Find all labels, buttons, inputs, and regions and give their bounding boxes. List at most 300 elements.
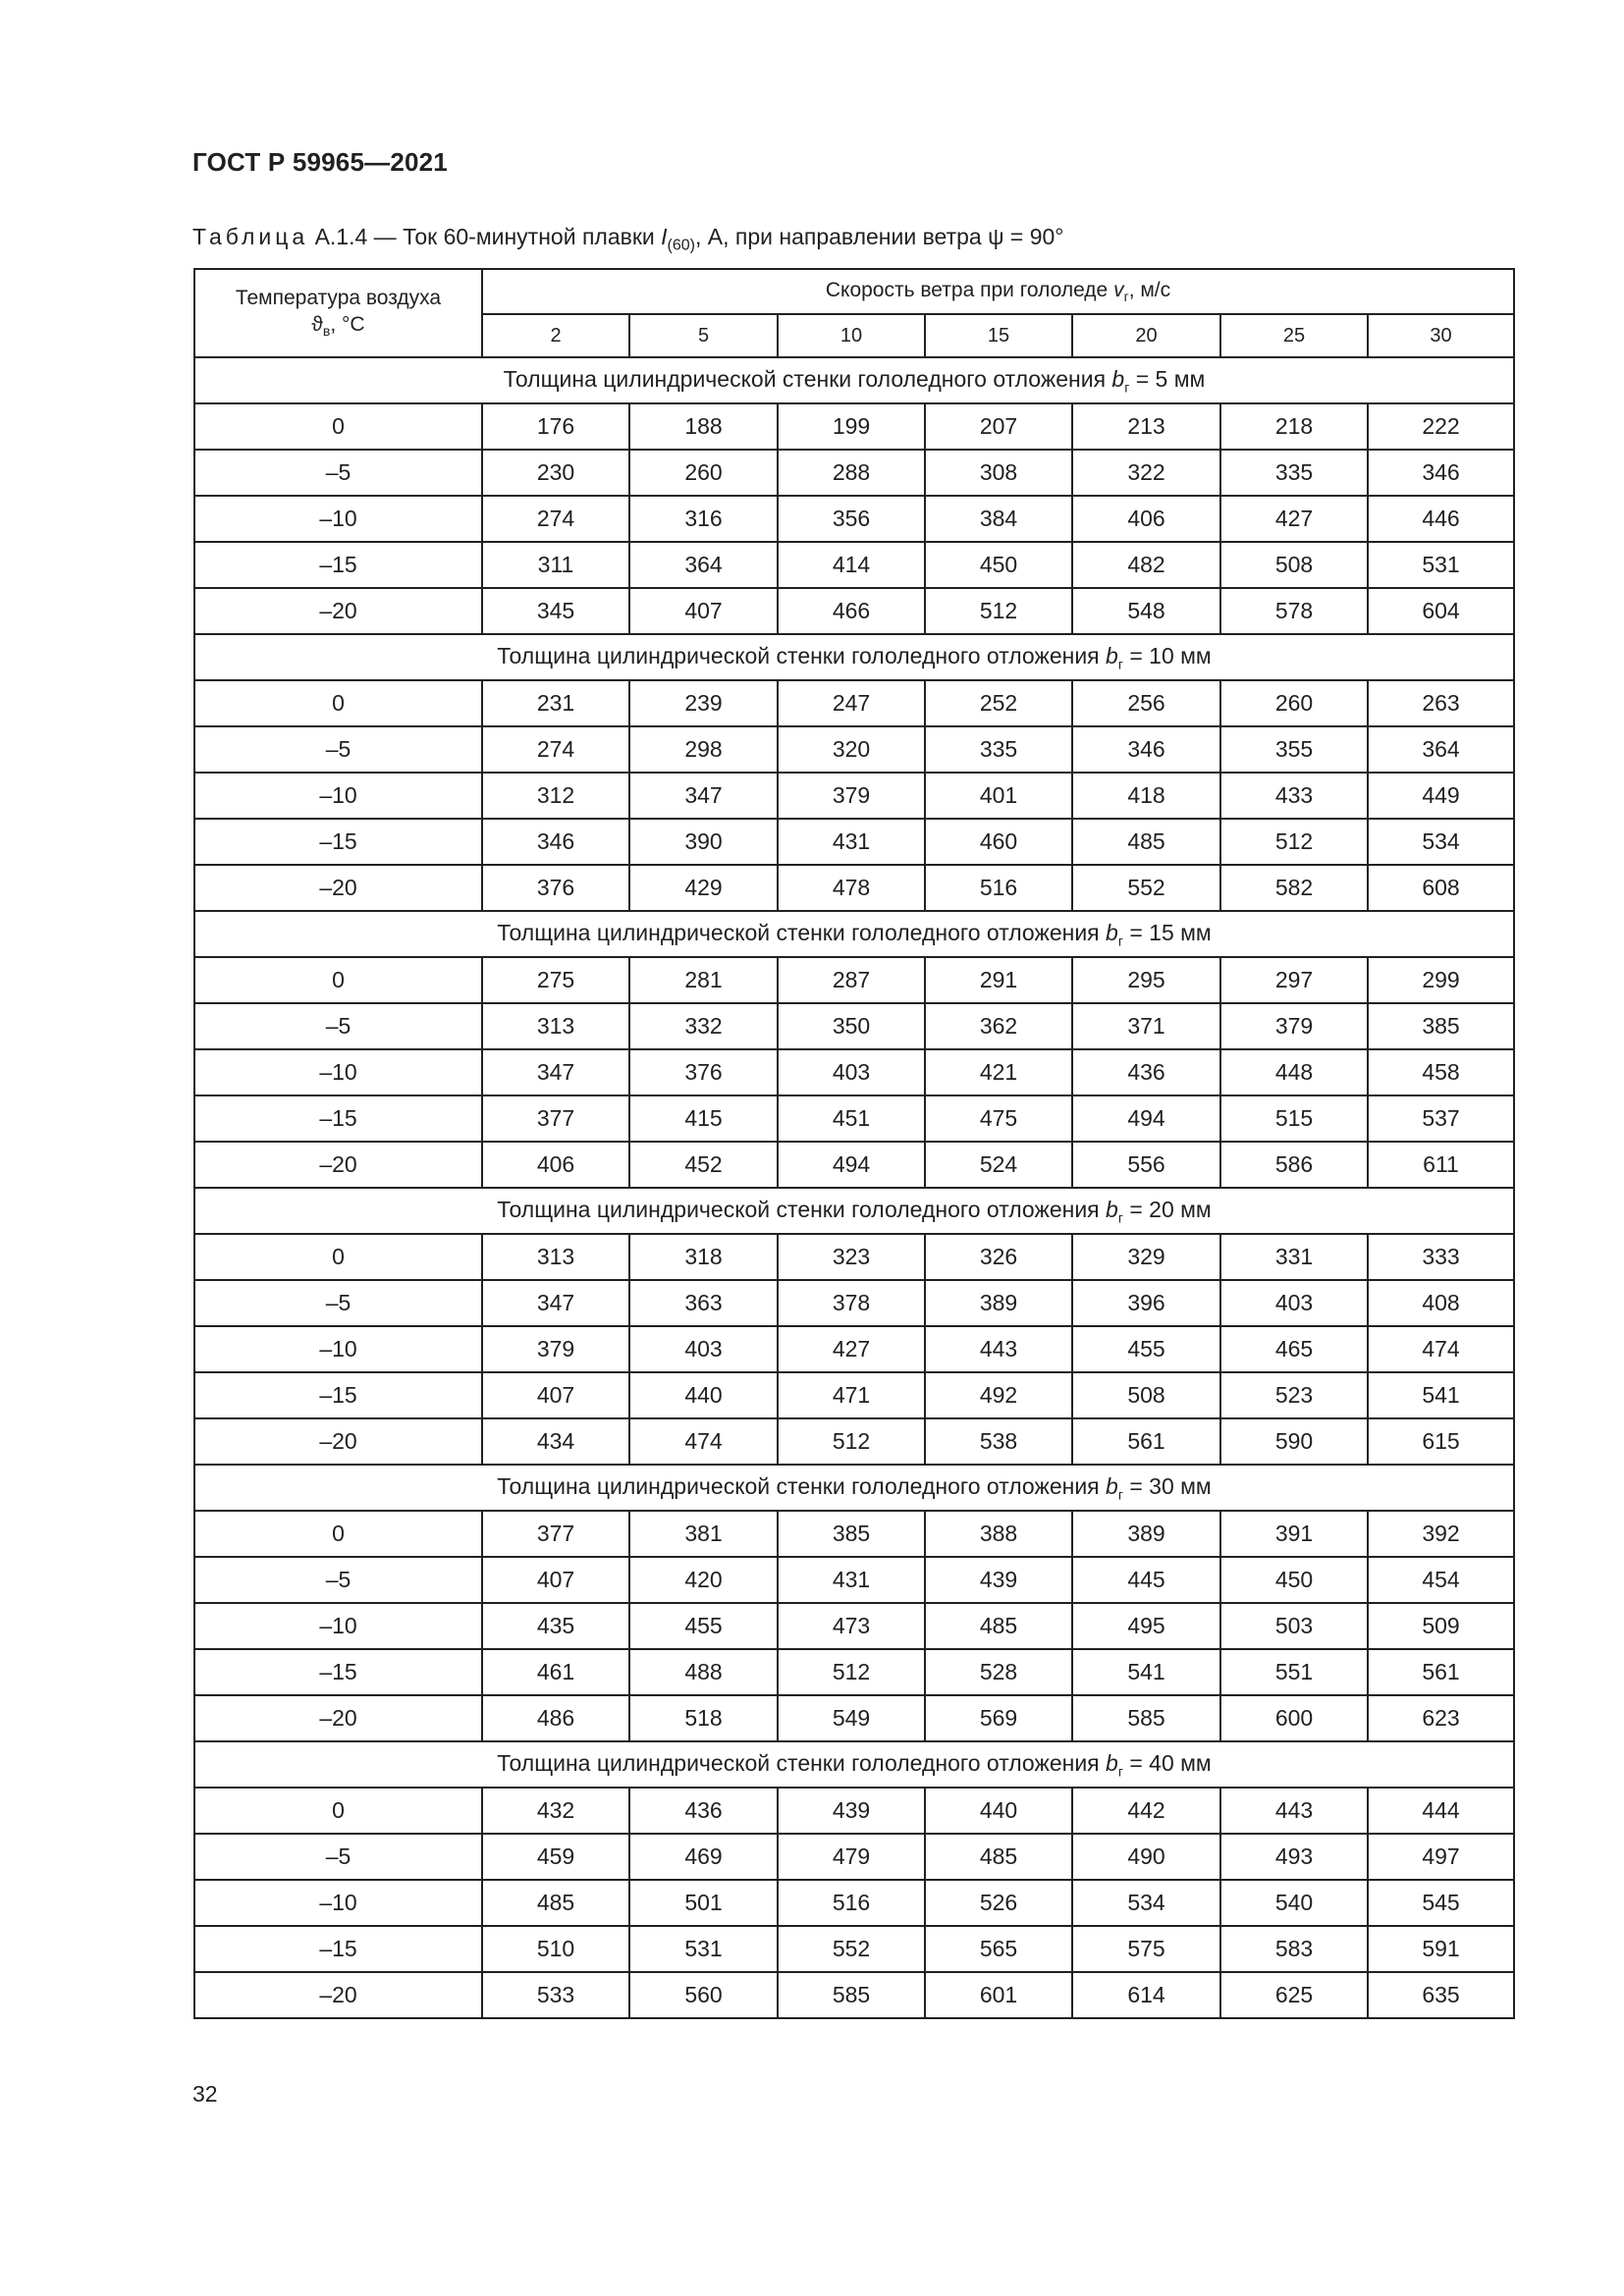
current-value-cell: 455 bbox=[1072, 1326, 1220, 1372]
current-value-cell: 329 bbox=[1072, 1234, 1220, 1280]
current-value-cell: 401 bbox=[925, 773, 1072, 819]
temperature-cell: –15 bbox=[194, 1649, 482, 1695]
table-row bbox=[194, 1326, 1514, 1372]
current-value-cell: 548 bbox=[1072, 588, 1220, 634]
section-title bbox=[194, 1188, 1514, 1234]
section-title-variable: b bbox=[1106, 919, 1118, 945]
current-value-cell: 590 bbox=[1220, 1418, 1368, 1465]
section-title-variable: b bbox=[1106, 1472, 1118, 1499]
current-value-cell: 442 bbox=[1072, 1788, 1220, 1834]
current-value-cell: 346 bbox=[482, 819, 629, 865]
current-value-cell: 350 bbox=[778, 1003, 925, 1049]
wind-speed-subscript: г bbox=[1123, 289, 1129, 305]
current-value-cell: 561 bbox=[1368, 1649, 1514, 1695]
current-value-cell: 560 bbox=[629, 1972, 778, 2018]
current-value-cell: 376 bbox=[482, 865, 629, 911]
temperature-cell: –20 bbox=[194, 865, 482, 911]
current-value-cell: 247 bbox=[778, 680, 925, 726]
current-value-cell: 604 bbox=[1368, 588, 1514, 634]
current-value-cell: 385 bbox=[778, 1511, 925, 1557]
current-value-cell: 260 bbox=[1220, 680, 1368, 726]
current-value-cell: 443 bbox=[925, 1326, 1072, 1372]
current-value-cell: 510 bbox=[482, 1926, 629, 1972]
temperature-cell: –15 bbox=[194, 542, 482, 588]
current-value-cell: 231 bbox=[482, 680, 629, 726]
current-value-cell: 565 bbox=[925, 1926, 1072, 1972]
section-header-row bbox=[194, 1741, 1514, 1788]
current-value-cell: 538 bbox=[925, 1418, 1072, 1465]
section-header-row bbox=[194, 1465, 1514, 1511]
table-row bbox=[194, 1095, 1514, 1142]
current-value-cell: 443 bbox=[1220, 1788, 1368, 1834]
current-value-cell: 561 bbox=[1072, 1418, 1220, 1465]
current-value-cell: 608 bbox=[1368, 865, 1514, 911]
section-header-row bbox=[194, 634, 1514, 680]
current-value-cell: 418 bbox=[1072, 773, 1220, 819]
table-row bbox=[194, 1603, 1514, 1649]
current-value-cell: 323 bbox=[778, 1234, 925, 1280]
current-value-cell: 390 bbox=[629, 819, 778, 865]
current-value-cell: 540 bbox=[1220, 1880, 1368, 1926]
current-value-cell: 275 bbox=[482, 957, 629, 1003]
section-title bbox=[194, 911, 1514, 957]
current-value-cell: 431 bbox=[778, 819, 925, 865]
current-value-cell: 403 bbox=[1220, 1280, 1368, 1326]
current-value-cell: 614 bbox=[1072, 1972, 1220, 2018]
current-value-cell: 445 bbox=[1072, 1557, 1220, 1603]
current-value-cell: 432 bbox=[482, 1788, 629, 1834]
current-value-cell: 433 bbox=[1220, 773, 1368, 819]
current-value-cell: 455 bbox=[629, 1603, 778, 1649]
current-value-cell: 295 bbox=[1072, 957, 1220, 1003]
current-value-cell: 377 bbox=[482, 1095, 629, 1142]
current-value-cell: 471 bbox=[778, 1372, 925, 1418]
current-value-cell: 379 bbox=[482, 1326, 629, 1372]
current-value-cell: 188 bbox=[629, 403, 778, 450]
current-value-cell: 523 bbox=[1220, 1372, 1368, 1418]
temperature-cell: –10 bbox=[194, 1603, 482, 1649]
current-value-cell: 356 bbox=[778, 496, 925, 542]
current-value-cell: 503 bbox=[1220, 1603, 1368, 1649]
current-value-cell: 429 bbox=[629, 865, 778, 911]
section-thickness: = 40 мм bbox=[1122, 1749, 1212, 1776]
current-value-cell: 218 bbox=[1220, 403, 1368, 450]
current-value-cell: 312 bbox=[482, 773, 629, 819]
section-thickness: = 10 мм bbox=[1122, 642, 1212, 668]
temperature-cell: 0 bbox=[194, 680, 482, 726]
wind-speed-header bbox=[482, 269, 1514, 314]
temperature-cell: –10 bbox=[194, 773, 482, 819]
table-row bbox=[194, 819, 1514, 865]
current-value-cell: 494 bbox=[778, 1142, 925, 1188]
temperature-cell: –15 bbox=[194, 1372, 482, 1418]
current-value-cell: 318 bbox=[629, 1234, 778, 1280]
current-value-cell: 440 bbox=[629, 1372, 778, 1418]
current-value-cell: 427 bbox=[778, 1326, 925, 1372]
current-value-cell: 230 bbox=[482, 450, 629, 496]
current-value-cell: 545 bbox=[1368, 1880, 1514, 1926]
table-row bbox=[194, 865, 1514, 911]
current-value-cell: 494 bbox=[1072, 1095, 1220, 1142]
current-value-cell: 347 bbox=[482, 1280, 629, 1326]
table-row bbox=[194, 773, 1514, 819]
table-row bbox=[194, 1418, 1514, 1465]
temperature-cell: –5 bbox=[194, 1280, 482, 1326]
current-value-cell: 408 bbox=[1368, 1280, 1514, 1326]
current-value-cell: 478 bbox=[778, 865, 925, 911]
current-value-cell: 551 bbox=[1220, 1649, 1368, 1695]
current-value-cell: 515 bbox=[1220, 1095, 1368, 1142]
current-value-cell: 427 bbox=[1220, 496, 1368, 542]
current-value-cell: 459 bbox=[482, 1834, 629, 1880]
temperature-cell: –10 bbox=[194, 496, 482, 542]
current-value-cell: 516 bbox=[778, 1880, 925, 1926]
current-value-cell: 335 bbox=[925, 726, 1072, 773]
current-value-cell: 222 bbox=[1368, 403, 1514, 450]
current-value-cell: 585 bbox=[1072, 1695, 1220, 1741]
current-value-cell: 326 bbox=[925, 1234, 1072, 1280]
current-value-cell: 474 bbox=[629, 1418, 778, 1465]
current-value-cell: 552 bbox=[778, 1926, 925, 1972]
temperature-cell: –15 bbox=[194, 819, 482, 865]
current-value-cell: 436 bbox=[629, 1788, 778, 1834]
table-row bbox=[194, 496, 1514, 542]
current-value-cell: 407 bbox=[482, 1372, 629, 1418]
current-value-cell: 345 bbox=[482, 588, 629, 634]
current-value-cell: 431 bbox=[778, 1557, 925, 1603]
page-number: 32 bbox=[192, 2081, 218, 2107]
section-title-variable: b bbox=[1106, 1196, 1118, 1222]
temperature-header-unit: , °С bbox=[330, 313, 365, 337]
current-value-cell: 625 bbox=[1220, 1972, 1368, 2018]
current-value-cell: 415 bbox=[629, 1095, 778, 1142]
current-value-cell: 396 bbox=[1072, 1280, 1220, 1326]
current-value-cell: 446 bbox=[1368, 496, 1514, 542]
section-title-variable: b bbox=[1111, 365, 1125, 392]
current-value-cell: 485 bbox=[925, 1603, 1072, 1649]
table-row bbox=[194, 957, 1514, 1003]
temperature-cell: 0 bbox=[194, 957, 482, 1003]
table-row bbox=[194, 1788, 1514, 1834]
current-value-cell: 454 bbox=[1368, 1557, 1514, 1603]
current-value-cell: 450 bbox=[925, 542, 1072, 588]
current-value-cell: 473 bbox=[778, 1603, 925, 1649]
current-value-cell: 512 bbox=[925, 588, 1072, 634]
wind-speed-variable: v bbox=[1113, 278, 1124, 301]
current-value-cell: 528 bbox=[925, 1649, 1072, 1695]
current-value-cell: 436 bbox=[1072, 1049, 1220, 1095]
current-value-cell: 176 bbox=[482, 403, 629, 450]
current-value-cell: 406 bbox=[1072, 496, 1220, 542]
current-value-cell: 364 bbox=[629, 542, 778, 588]
caption-subscript: (60) bbox=[667, 237, 695, 254]
current-value-cell: 512 bbox=[778, 1418, 925, 1465]
current-value-cell: 518 bbox=[629, 1695, 778, 1741]
section-title-variable: b bbox=[1106, 1749, 1118, 1776]
current-value-cell: 601 bbox=[925, 1972, 1072, 2018]
current-value-cell: 556 bbox=[1072, 1142, 1220, 1188]
temperature-cell: –20 bbox=[194, 1142, 482, 1188]
current-value-cell: 407 bbox=[482, 1557, 629, 1603]
table-row bbox=[194, 1142, 1514, 1188]
table-row bbox=[194, 1049, 1514, 1095]
current-value-cell: 274 bbox=[482, 496, 629, 542]
table-row bbox=[194, 1003, 1514, 1049]
current-value-cell: 512 bbox=[1220, 819, 1368, 865]
current-value-cell: 583 bbox=[1220, 1926, 1368, 1972]
wind-speed-column-header: 15 bbox=[925, 314, 1072, 357]
section-title bbox=[194, 1465, 1514, 1511]
current-value-cell: 263 bbox=[1368, 680, 1514, 726]
current-value-cell: 346 bbox=[1368, 450, 1514, 496]
current-value-cell: 207 bbox=[925, 403, 1072, 450]
current-value-cell: 389 bbox=[925, 1280, 1072, 1326]
section-title-subscript: г bbox=[1117, 1486, 1123, 1503]
current-value-cell: 541 bbox=[1368, 1372, 1514, 1418]
current-value-cell: 371 bbox=[1072, 1003, 1220, 1049]
temperature-cell: 0 bbox=[194, 1511, 482, 1557]
current-value-cell: 541 bbox=[1072, 1649, 1220, 1695]
current-value-cell: 378 bbox=[778, 1280, 925, 1326]
section-title-text: Толщина цилиндрической стенки гололедного отложения bbox=[497, 919, 1107, 945]
section-title-subscript: г bbox=[1124, 379, 1130, 396]
current-value-cell: 288 bbox=[778, 450, 925, 496]
current-value-cell: 615 bbox=[1368, 1418, 1514, 1465]
current-value-cell: 458 bbox=[1368, 1049, 1514, 1095]
table-row bbox=[194, 403, 1514, 450]
current-value-cell: 531 bbox=[629, 1926, 778, 1972]
temperature-cell: –10 bbox=[194, 1049, 482, 1095]
caption-text-b: , А, при направлении ветра ψ = 90° bbox=[694, 224, 1064, 249]
current-value-cell: 297 bbox=[1220, 957, 1368, 1003]
current-value-cell: 509 bbox=[1368, 1603, 1514, 1649]
current-value-cell: 392 bbox=[1368, 1511, 1514, 1557]
section-title-text: Толщина цилиндрической стенки гололедного отложения bbox=[503, 365, 1112, 392]
current-value-cell: 497 bbox=[1368, 1834, 1514, 1880]
current-value-cell: 493 bbox=[1220, 1834, 1368, 1880]
section-title-subscript: г bbox=[1117, 933, 1123, 949]
wind-speed-column-header: 20 bbox=[1072, 314, 1220, 357]
section-thickness: = 20 мм bbox=[1122, 1196, 1212, 1222]
table-row bbox=[194, 680, 1514, 726]
current-value-cell: 335 bbox=[1220, 450, 1368, 496]
current-value-cell: 461 bbox=[482, 1649, 629, 1695]
current-value-cell: 492 bbox=[925, 1372, 1072, 1418]
caption-prefix: Таблица bbox=[192, 224, 309, 249]
current-value-cell: 281 bbox=[629, 957, 778, 1003]
current-value-cell: 287 bbox=[778, 957, 925, 1003]
current-value-cell: 316 bbox=[629, 496, 778, 542]
section-title-subscript: г bbox=[1117, 656, 1123, 672]
current-value-cell: 537 bbox=[1368, 1095, 1514, 1142]
current-value-cell: 435 bbox=[482, 1603, 629, 1649]
current-value-cell: 199 bbox=[778, 403, 925, 450]
current-value-cell: 524 bbox=[925, 1142, 1072, 1188]
caption-number: A.1.4 bbox=[314, 224, 368, 249]
current-value-cell: 434 bbox=[482, 1418, 629, 1465]
temperature-cell: 0 bbox=[194, 403, 482, 450]
current-value-cell: 452 bbox=[629, 1142, 778, 1188]
current-value-cell: 486 bbox=[482, 1695, 629, 1741]
current-value-cell: 482 bbox=[1072, 542, 1220, 588]
current-value-cell: 384 bbox=[925, 496, 1072, 542]
temperature-cell: –5 bbox=[194, 1834, 482, 1880]
current-value-cell: 322 bbox=[1072, 450, 1220, 496]
current-value-cell: 449 bbox=[1368, 773, 1514, 819]
table-row bbox=[194, 1972, 1514, 2018]
section-title-variable: b bbox=[1106, 642, 1118, 668]
table-row bbox=[194, 1695, 1514, 1741]
current-value-cell: 485 bbox=[1072, 819, 1220, 865]
table-row bbox=[194, 1511, 1514, 1557]
current-value-cell: 385 bbox=[1368, 1003, 1514, 1049]
current-value-cell: 347 bbox=[629, 773, 778, 819]
temperature-cell: –10 bbox=[194, 1326, 482, 1372]
wind-speed-unit: , м/с bbox=[1128, 278, 1171, 301]
current-value-cell: 585 bbox=[778, 1972, 925, 2018]
current-value-cell: 479 bbox=[778, 1834, 925, 1880]
current-value-cell: 534 bbox=[1368, 819, 1514, 865]
section-header-row bbox=[194, 911, 1514, 957]
current-value-cell: 451 bbox=[778, 1095, 925, 1142]
current-value-cell: 474 bbox=[1368, 1326, 1514, 1372]
section-title-text: Толщина цилиндрической стенки гололедного отложения bbox=[497, 1196, 1107, 1222]
current-value-cell: 363 bbox=[629, 1280, 778, 1326]
current-value-cell: 381 bbox=[629, 1511, 778, 1557]
temperature-cell: –20 bbox=[194, 1695, 482, 1741]
current-value-cell: 389 bbox=[1072, 1511, 1220, 1557]
current-value-cell: 299 bbox=[1368, 957, 1514, 1003]
temperature-cell: –5 bbox=[194, 726, 482, 773]
current-value-cell: 485 bbox=[482, 1880, 629, 1926]
current-value-cell: 475 bbox=[925, 1095, 1072, 1142]
temperature-header-symbol: ϑ bbox=[311, 313, 323, 337]
current-value-cell: 291 bbox=[925, 957, 1072, 1003]
temperature-cell: 0 bbox=[194, 1234, 482, 1280]
current-value-cell: 516 bbox=[925, 865, 1072, 911]
current-value-cell: 414 bbox=[778, 542, 925, 588]
current-value-cell: 586 bbox=[1220, 1142, 1368, 1188]
current-value-cell: 213 bbox=[1072, 403, 1220, 450]
wind-speed-column-header: 10 bbox=[778, 314, 925, 357]
table-row bbox=[194, 1926, 1514, 1972]
temperature-cell: 0 bbox=[194, 1788, 482, 1834]
current-value-cell: 526 bbox=[925, 1880, 1072, 1926]
current-value-cell: 450 bbox=[1220, 1557, 1368, 1603]
current-value-cell: 490 bbox=[1072, 1834, 1220, 1880]
section-title bbox=[194, 357, 1514, 403]
melting-current-table bbox=[193, 268, 1515, 2019]
current-value-cell: 488 bbox=[629, 1649, 778, 1695]
current-value-cell: 440 bbox=[925, 1788, 1072, 1834]
current-value-cell: 466 bbox=[778, 588, 925, 634]
temperature-cell: –5 bbox=[194, 1557, 482, 1603]
section-header-row bbox=[194, 1188, 1514, 1234]
current-value-cell: 439 bbox=[778, 1788, 925, 1834]
current-value-cell: 578 bbox=[1220, 588, 1368, 634]
current-value-cell: 274 bbox=[482, 726, 629, 773]
current-value-cell: 549 bbox=[778, 1695, 925, 1741]
current-value-cell: 362 bbox=[925, 1003, 1072, 1049]
current-value-cell: 421 bbox=[925, 1049, 1072, 1095]
current-value-cell: 469 bbox=[629, 1834, 778, 1880]
table-row bbox=[194, 1372, 1514, 1418]
temperature-cell: –5 bbox=[194, 1003, 482, 1049]
temperature-header-label: Температура воздуха bbox=[235, 287, 442, 310]
temperature-header-subscript: в bbox=[322, 323, 331, 340]
current-value-cell: 531 bbox=[1368, 542, 1514, 588]
current-value-cell: 501 bbox=[629, 1880, 778, 1926]
current-value-cell: 552 bbox=[1072, 865, 1220, 911]
temperature-cell: –15 bbox=[194, 1926, 482, 1972]
current-value-cell: 364 bbox=[1368, 726, 1514, 773]
current-value-cell: 495 bbox=[1072, 1603, 1220, 1649]
section-header-row bbox=[194, 357, 1514, 403]
section-title-text: Толщина цилиндрической стенки гололедного отложения bbox=[497, 1472, 1107, 1499]
current-value-cell: 420 bbox=[629, 1557, 778, 1603]
section-thickness: = 5 мм bbox=[1129, 365, 1206, 392]
document-header: ГОСТ Р 59965—2021 bbox=[192, 147, 448, 177]
section-thickness: = 30 мм bbox=[1122, 1472, 1212, 1499]
current-value-cell: 533 bbox=[482, 1972, 629, 2018]
current-value-cell: 582 bbox=[1220, 865, 1368, 911]
section-title bbox=[194, 1741, 1514, 1788]
caption-variable: I bbox=[661, 224, 668, 249]
table-row bbox=[194, 1557, 1514, 1603]
current-value-cell: 635 bbox=[1368, 1972, 1514, 2018]
table-row bbox=[194, 1280, 1514, 1326]
current-value-cell: 512 bbox=[778, 1649, 925, 1695]
wind-speed-column-header: 5 bbox=[629, 314, 778, 357]
current-value-cell: 313 bbox=[482, 1234, 629, 1280]
current-value-cell: 575 bbox=[1072, 1926, 1220, 1972]
current-value-cell: 465 bbox=[1220, 1326, 1368, 1372]
section-title bbox=[194, 634, 1514, 680]
current-value-cell: 508 bbox=[1072, 1372, 1220, 1418]
table-row bbox=[194, 588, 1514, 634]
current-value-cell: 308 bbox=[925, 450, 1072, 496]
current-value-cell: 448 bbox=[1220, 1049, 1368, 1095]
current-value-cell: 388 bbox=[925, 1511, 1072, 1557]
section-title-text: Толщина цилиндрической стенки гололедного отложения bbox=[497, 642, 1107, 668]
current-value-cell: 239 bbox=[629, 680, 778, 726]
current-value-cell: 355 bbox=[1220, 726, 1368, 773]
current-value-cell: 623 bbox=[1368, 1695, 1514, 1741]
table-row bbox=[194, 542, 1514, 588]
current-value-cell: 403 bbox=[778, 1049, 925, 1095]
current-value-cell: 320 bbox=[778, 726, 925, 773]
current-value-cell: 444 bbox=[1368, 1788, 1514, 1834]
current-value-cell: 391 bbox=[1220, 1511, 1368, 1557]
current-value-cell: 508 bbox=[1220, 542, 1368, 588]
current-value-cell: 406 bbox=[482, 1142, 629, 1188]
current-value-cell: 311 bbox=[482, 542, 629, 588]
current-value-cell: 407 bbox=[629, 588, 778, 634]
current-value-cell: 332 bbox=[629, 1003, 778, 1049]
current-value-cell: 403 bbox=[629, 1326, 778, 1372]
current-value-cell: 439 bbox=[925, 1557, 1072, 1603]
wind-speed-column-header: 30 bbox=[1368, 314, 1514, 357]
table-row bbox=[194, 1834, 1514, 1880]
table-row bbox=[194, 1234, 1514, 1280]
current-value-cell: 377 bbox=[482, 1511, 629, 1557]
current-value-cell: 331 bbox=[1220, 1234, 1368, 1280]
current-value-cell: 379 bbox=[1220, 1003, 1368, 1049]
current-value-cell: 346 bbox=[1072, 726, 1220, 773]
table-row bbox=[194, 1649, 1514, 1695]
current-value-cell: 611 bbox=[1368, 1142, 1514, 1188]
section-title-subscript: г bbox=[1117, 1209, 1123, 1226]
